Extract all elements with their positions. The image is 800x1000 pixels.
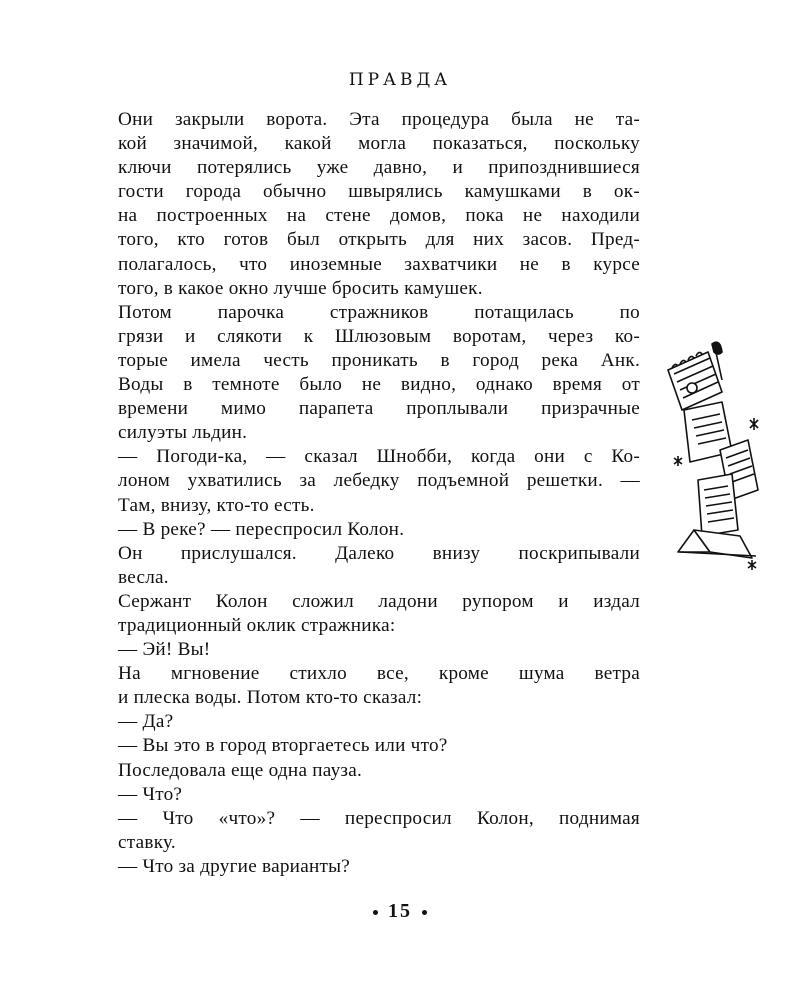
text-line: — В реке? — переспросил Колон. [118,518,405,540]
text-line: — Что? [118,783,183,805]
text-line: лоном ухватились за лебедку подъемной решетки. — [118,470,640,492]
text-line: Там, внизу, кто-то есть. [118,494,315,516]
page-number-value: 15 [388,900,412,922]
text-line: Потом парочка стражников потащилась по [118,301,640,323]
text-line: на построенных на стене домов, пока не находили [118,205,640,227]
papers-illustration [660,340,770,580]
text-line: — Погоди-ка, — сказал Шнобби, когда они с Ко- [118,446,640,468]
text-line: полагалось, что иноземные захватчики не в курсе [118,253,640,275]
text-line: и плеска воды. Потом кто-то сказал: [118,687,423,709]
text-line: времени мимо парапета проплывали призрачные [118,398,640,420]
text-line: силуэты льдин. [118,422,248,444]
text-line: кой значимой, какой могла показаться, поскольку [118,133,640,155]
text-line: Они закрыли ворота. Эта процедура была не та- [118,109,640,130]
text-line: ставку. [118,831,176,853]
text-line: традиционный оклик стражника: [118,614,396,636]
text-line: весла. [118,566,169,588]
text-line: Воды в темноте было не видно, однако время от [118,374,640,396]
text-line: — Вы это в город вторгаетесь или что? [118,735,448,757]
bullet-icon [373,910,378,915]
text-line: На мгновение стихло все, кроме шума ветра [118,663,640,685]
text-line: — Что «что»? — переспросил Колон, поднимая [118,807,640,829]
page-number [0,900,800,923]
text-line: того, в какое окно лучше бросить камушек. [118,277,483,299]
papers-drawing-icon [660,340,770,580]
text-line: ключи потерялись уже давно, и припозднившиеся [118,157,640,179]
text-line: — Эй! Вы! [118,639,211,661]
text-line: Сержант Колон сложил ладони рупором и издал [118,590,640,612]
text-line: гости города обычно швырялись камушками в ок- [118,181,640,203]
running-title: ПРАВДА [348,70,452,90]
text-line: Он прислушался. Далеко внизу поскрипывали [118,542,640,564]
text-line: Последовала еще одна пауза. [118,759,363,781]
bullet-icon [422,910,427,915]
text-line: торые имела честь проникать в город река Анк. [118,349,640,371]
text-line: грязи и слякоти к Шлюзовым воротам, через ко- [118,325,640,347]
text-line: — Да? [118,711,174,733]
body-text [118,108,640,879]
text-line: — Что за другие варианты? [118,855,351,877]
text-line: того, кто готов был открыть для них засов. Пред- [118,229,640,251]
